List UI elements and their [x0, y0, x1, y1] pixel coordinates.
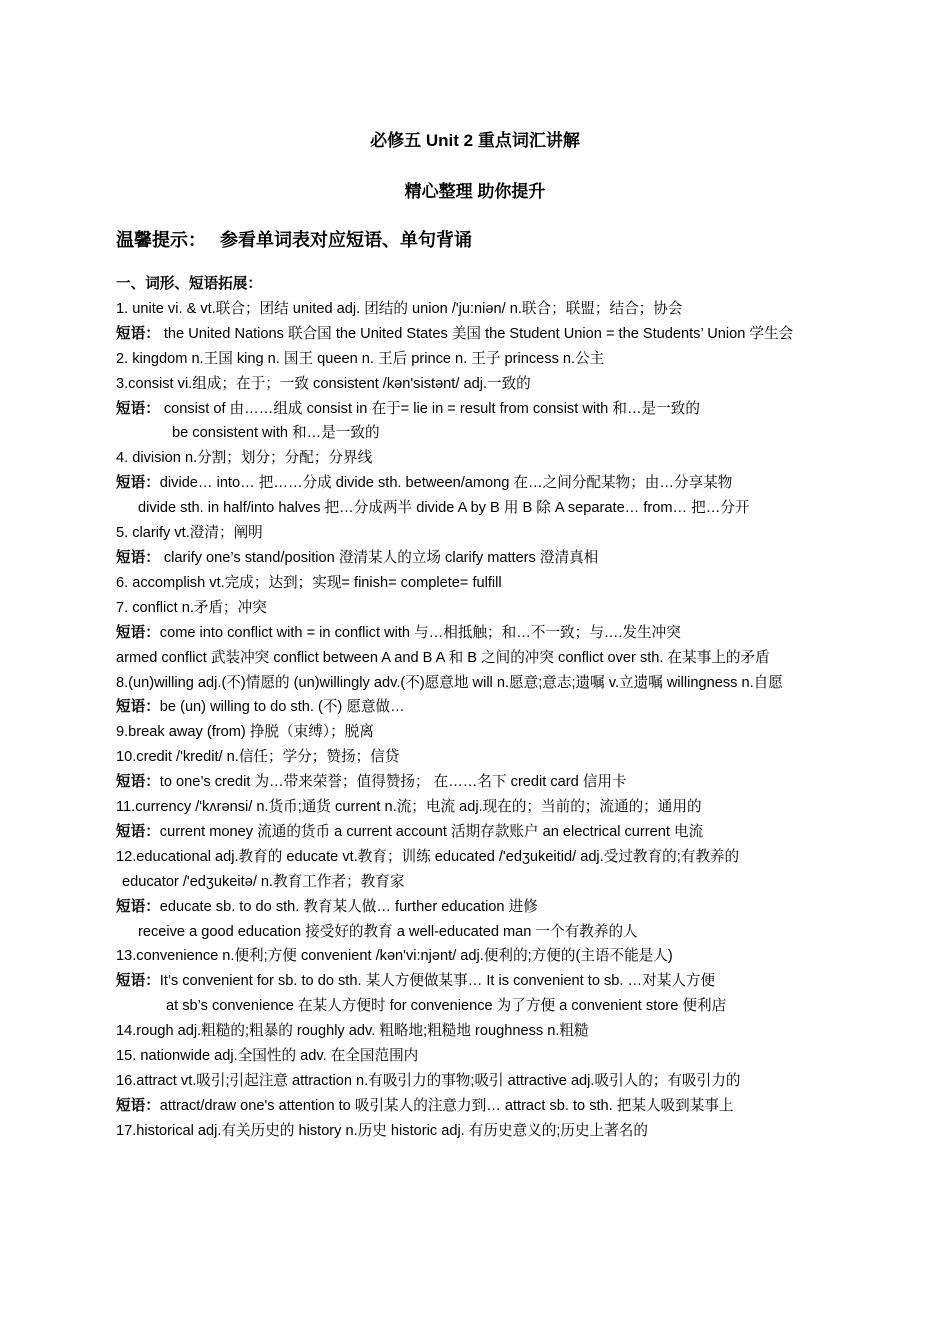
entry-line: 7. conflict n.矛盾；冲突 [116, 599, 267, 616]
phrase-line [116, 695, 814, 720]
phrase-line [116, 471, 814, 496]
phrase-text: the United Nations 联合国 the United States 美国 the Student Union = the Students’ Union 学生会 [163, 325, 794, 342]
phrase-label: 短语： [116, 475, 160, 492]
phrase-label: 短语： [116, 823, 160, 840]
phrase-text: consist of 由……组成 consist in 在于= lie in = result from consist with 和…是一致的 [163, 400, 700, 417]
phrase-text: to one’s credit 为…带来荣誉；值得赞扬； 在……名下 credit card 信用卡 [159, 774, 627, 791]
entry-line: 16.attract vt.吸引;引起注意 attraction n.有吸引力的事物;吸引 attractive adj.吸引人的；有吸引力的 [116, 1073, 741, 1089]
phrase-label: 短语： [116, 973, 160, 990]
tip-label: 温馨提示： [116, 230, 206, 250]
phrase-label: 短语： [116, 624, 160, 641]
tip-line [116, 226, 472, 252]
entry-line: 13.convenience n.便利;方便 convenient /kən'vi:njənt/ adj.便利的;方便的(主语不能是人) [116, 948, 673, 965]
phrase-text: come into conflict with = in conflict with 与…相抵触；和…不一致；与….发生冲突 [159, 624, 681, 641]
phrase-line [116, 397, 814, 422]
phrase-label: 短语： [116, 898, 160, 915]
phrase-continuation: receive a good education 接受好的教育 a well-educated man 一个有教养的人 [138, 923, 638, 940]
tip-text: 参看单词表对应短语、单句背诵 [220, 230, 472, 250]
entry-line: 12.educational adj.教育的 educate vt.教育；训练 educated /'edʒukeitid/ adj.受过教育的;有教养的 [116, 848, 740, 865]
phrase-label: 短语： [116, 549, 160, 566]
entry-line: 10.credit /'kredit/ n.信任；学分；赞扬；信贷 [116, 749, 400, 766]
phrase-text: divide… into… 把……分成 divide sth. between/among 在…之间分配某物；由…分享某物 [159, 475, 733, 492]
entry-line: 9.break away (from) 挣脱（束缚）；脱离 [116, 724, 374, 741]
phrase-text: It’s convenient for sb. to do sth. 某人方便做某事… It is convenient to sb. …对某人方便 [159, 973, 716, 990]
entry-line: 8.(un)willing adj.(不)情愿的 (un)willingly adv.(不)愿意地 will n.愿意;意志;遗嘱 v.立遗嘱 willingness n.自愿 [116, 674, 783, 691]
phrase-line [116, 969, 814, 994]
phrase-continuation: be consistent with 和…是一致的 [172, 425, 380, 442]
phrase-text: current money 流通的货币 a current account 活期存款账户 an electrical current 电流 [159, 823, 704, 840]
phrase-label: 短语： [116, 400, 160, 417]
entry-line: 14.rough adj.粗糙的;粗暴的 roughly adv. 粗略地;粗糙地 roughness n.粗糙 [116, 1023, 589, 1040]
entry-line: 11.currency /'kʌrənsi/ n.货币;通货 current n.流；电流 adj.现在的；当前的；流通的；通用的 [116, 799, 702, 816]
page-subtitle: 精心整理 助你提升 [404, 182, 546, 201]
phrase-line [116, 820, 814, 845]
phrase-line [116, 895, 814, 920]
phrase-text: be (un) willing to do sth. (不) 愿意做… [159, 699, 405, 716]
entry-line: 15. nationwide adj.全国性的 adv. 在全国范围内 [116, 1048, 419, 1065]
phrase-line: armed conflict 武装冲突 conflict between A and B A 和 B 之间的冲突 conflict over sth. 在某事上的矛盾 [116, 649, 770, 666]
phrase-line [116, 621, 814, 646]
entry-line: 2. kingdom n.王国 king n. 国王 queen n. 王后 prince n. 王子 princess n.公主 [116, 350, 605, 367]
phrase-line [116, 546, 814, 571]
section-heading: 一、词形、短语拓展： [116, 276, 262, 292]
phrase-continuation: divide sth. in half/into halves 把…分成两半 divide A by B 用 B 除 A separate… from… 把…分开 [138, 500, 750, 517]
entry-line: 17.historical adj.有关历史的 history n.历史 historic adj. 有历史意义的;历史上著名的 [116, 1122, 648, 1139]
phrase-text: attract/draw one's attention to 吸引某人的注意力到… attract sb. to sth. 把某人吸到某事上 [159, 1097, 734, 1114]
phrase-label: 短语： [116, 774, 160, 791]
entry-line: 1. unite vi. & vt.联合；团结 united adj. 团结的 union /'ju:niən/ n.联合；联盟；结合；协会 [116, 300, 683, 317]
phrase-line [116, 322, 814, 347]
phrase-text: educate sb. to do sth. 教育某人做… further education 进修 [159, 898, 538, 915]
entry-continuation: educator /'edʒukeitə/ n.教育工作者；教育家 [122, 873, 405, 890]
phrase-label: 短语： [116, 325, 160, 342]
page-title: 必修五 Unit 2 重点词汇讲解 [370, 131, 580, 150]
entry-line: 6. accomplish vt.完成；达到；实现= finish= complete= fulfill [116, 574, 502, 591]
phrase-line [116, 1094, 814, 1119]
entry-line: 4. division n.分割；划分；分配；分界线 [116, 450, 373, 467]
phrase-line [116, 770, 814, 795]
entry-line: 3.consist vi.组成；在于；一致 consistent /kən'sistənt/ adj.一致的 [116, 375, 531, 392]
phrase-label: 短语： [116, 1097, 160, 1114]
phrase-continuation: at sb’s convenience 在某人方便时 for convenience 为了方便 a convenient store 便利店 [166, 998, 727, 1015]
vocabulary-list [116, 272, 814, 1144]
phrase-text: clarify one’s stand/position 澄清某人的立场 clarify matters 澄清真相 [163, 549, 599, 566]
phrase-label: 短语： [116, 699, 160, 716]
entry-line: 5. clarify vt.澄清；阐明 [116, 525, 263, 542]
